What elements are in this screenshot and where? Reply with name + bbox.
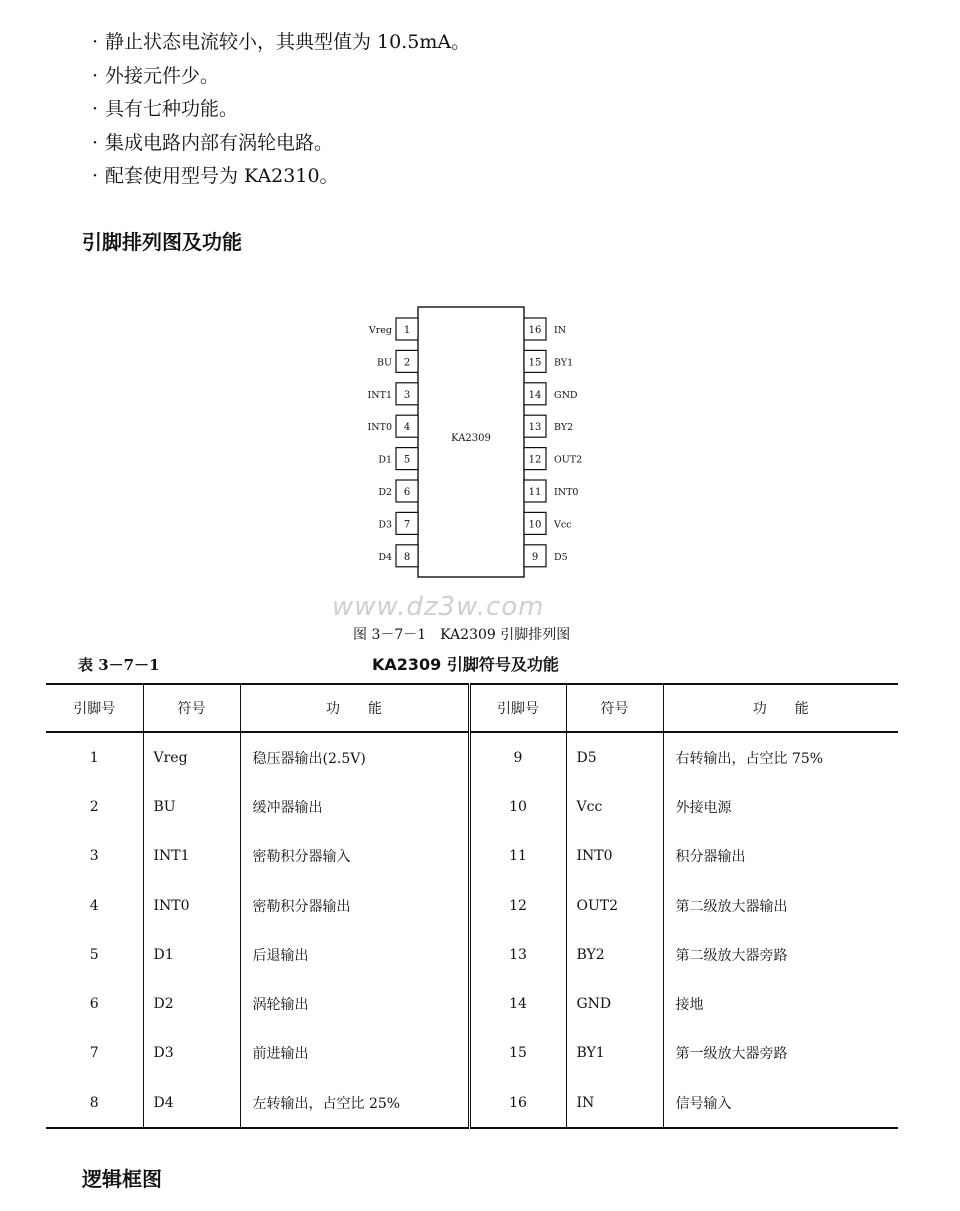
pin-name: Vcc [554,519,572,531]
pin-number: 10 [528,519,542,531]
feature-text: 配套使用型号为 KA2310。 [105,165,339,187]
cell-pin-no: 9 [469,732,566,782]
feature-item [92,93,470,127]
header-symbol: 符号 [566,684,663,732]
cell-pin-no: 1 [89,749,99,766]
pin-number: 15 [528,357,542,369]
pin-number: 6 [403,487,411,498]
pin-number: 12 [528,454,542,466]
watermark: www.dz3w.com [332,592,545,622]
section-heading-logic: 逻辑框图 [82,1167,162,1191]
cell-pin-no: 5 [89,946,99,963]
cell-pin-no: 10 [469,782,566,831]
cell-symbol: D2 [143,979,240,1028]
header-function: 功 能 [663,684,898,732]
bullet-marker: · [92,98,99,120]
pin-number: 5 [403,454,411,466]
header-function: 功 能 [240,684,469,732]
table-row [46,930,898,979]
pin-name: BU [377,357,392,369]
header-pin-no: 引脚号 [469,684,566,732]
pin-diagram [340,295,620,595]
cell-function: 右转输出，占空比 75% [663,732,898,782]
pin-function-table [46,683,898,1129]
table-header-row [46,684,898,732]
cell-symbol: BY1 [566,1029,663,1078]
table-row [46,979,898,1028]
pin-number: 16 [528,325,542,336]
cell-function: 信号输入 [663,1078,898,1128]
pin-name: D2 [378,487,392,498]
cell-function: 左转输出，占空比 25% [240,1078,469,1128]
cell-function: 涡轮输出 [240,979,469,1028]
pin-name: D1 [378,454,392,466]
pin-number: 1 [403,325,411,336]
pin-name: INT0 [367,422,392,434]
table-row [46,782,898,831]
table-row [46,1029,898,1078]
pin-name: GND [554,389,578,401]
cell-pin-no: 13 [469,930,566,979]
bullet-marker: · [92,31,99,53]
cell-function: 稳压器输出(2.5V) [240,732,469,782]
pin-number: 11 [528,487,542,498]
feature-item [92,60,470,94]
cell-symbol: INT0 [566,832,663,881]
bullet-marker: · [92,131,99,154]
pin-name: D3 [378,519,392,531]
cell-pin-no: 3 [89,848,99,865]
cell-symbol: GND [566,979,663,1028]
cell-symbol: D1 [143,930,240,979]
cell-symbol: OUT2 [566,881,663,930]
pin-number: 4 [403,422,411,434]
cell-symbol: BY2 [566,930,663,979]
pin-number: 9 [531,551,539,563]
feature-text: 具有七种功能。 [105,98,239,120]
cell-symbol: Vcc [566,782,663,831]
feature-item [92,26,470,60]
cell-symbol: D3 [143,1029,240,1078]
cell-pin-no: 12 [469,881,566,930]
pin-name: INT0 [554,487,579,498]
cell-symbol: D4 [143,1078,240,1128]
cell-pin-no: 7 [89,1045,99,1062]
pin-number: 2 [403,357,411,369]
table-row [46,732,898,782]
table-title: KA2309 引脚符号及功能 [372,655,559,674]
cell-function: 前进输出 [240,1029,469,1078]
pin-name: BY2 [554,422,574,434]
feature-text: 静止状态电流较小，其典型值为 10.5mA。 [105,31,471,53]
cell-symbol: IN [566,1078,663,1128]
bullet-marker: · [92,64,99,87]
table-row [46,1078,898,1128]
pin-name: D4 [378,551,392,563]
cell-function: 第一级放大器旁路 [663,1029,898,1078]
cell-symbol: D5 [566,732,663,782]
pin-name: BY1 [554,357,574,369]
cell-pin-no: 14 [469,979,566,1028]
cell-pin-no: 11 [469,832,566,881]
cell-pin-no: 15 [469,1029,566,1078]
cell-function: 缓冲器输出 [240,782,469,831]
section-heading-pinout: 引脚排列图及功能 [82,230,242,254]
pin-name: OUT2 [554,454,583,466]
cell-pin-no: 8 [46,1078,143,1128]
cell-function: 密勒积分器输出 [240,881,469,930]
pin-name: IN [554,325,567,336]
feature-item [92,127,470,161]
pin-name: D5 [554,551,568,563]
pin-number: 8 [403,551,411,563]
pin-number: 14 [528,389,542,401]
table-body [46,732,898,1128]
feature-text: 外接元件少。 [105,64,220,87]
header-symbol: 符号 [143,684,240,732]
chip-label: KA2309 [451,433,491,444]
pin-number: 7 [403,519,411,531]
cell-function: 积分器输出 [663,832,898,881]
table-row [46,832,898,881]
header-pin-no: 引脚号 [46,684,143,732]
cell-pin-no: 16 [469,1078,566,1128]
cell-symbol: Vreg [143,732,240,782]
feature-list [92,26,470,194]
cell-symbol: INT1 [143,832,240,881]
right-pin-group [524,318,582,567]
cell-function: 接地 [663,979,898,1028]
pin-number: 13 [528,422,542,434]
bullet-marker: · [92,165,99,187]
feature-item [92,160,470,194]
cell-function: 第二级放大器旁路 [663,930,898,979]
pin-name: INT1 [367,389,392,401]
cell-function: 后退输出 [240,930,469,979]
cell-function: 第二级放大器输出 [663,881,898,930]
table-row [46,881,898,930]
cell-symbol: INT0 [143,881,240,930]
cell-function: 外接电源 [663,782,898,831]
pin-name: Vreg [368,325,392,336]
left-pin-group [368,318,418,567]
table-number: 表 3－7－1 [78,656,160,674]
cell-pin-no: 2 [89,798,99,815]
cell-function: 密勒积分器输入 [240,832,469,881]
figure-caption: 图 3－7－1 KA2309 引脚排列图 [353,627,571,643]
cell-pin-no: 4 [89,897,99,914]
pin-number: 3 [403,389,411,401]
cell-symbol: BU [143,782,240,831]
cell-pin-no: 6 [89,996,99,1013]
feature-text: 集成电路内部有涡轮电路。 [105,131,334,154]
